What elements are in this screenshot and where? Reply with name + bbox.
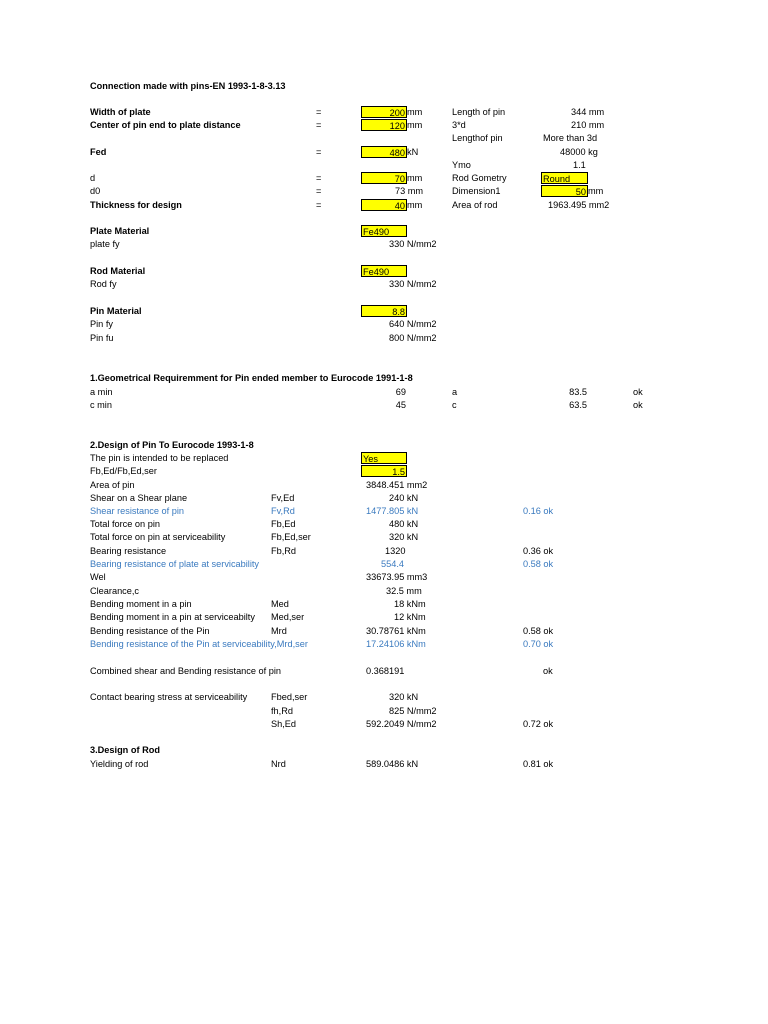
pin-fy-label: Pin fy — [90, 319, 113, 329]
plate-fy-value: 330 N/mm2 — [389, 239, 437, 249]
replace-input[interactable]: Yes — [361, 452, 407, 464]
calc-row-label: Total force on pin — [90, 519, 160, 529]
calc-row-label: Bearing resistance — [90, 546, 167, 556]
section2-heading: 2.Design of Pin To Eurocode 1993-1-8 — [90, 440, 254, 450]
input-label-center-distance: Center of pin end to plate distance — [90, 120, 241, 130]
a-symbol: a — [452, 387, 458, 397]
pin-fy-value: 640 N/mm2 — [389, 319, 437, 329]
calc-row-symbol: Med,ser — [271, 612, 305, 622]
calc-row-value: 30.78761 kNm — [366, 626, 426, 636]
input-unit: mm — [407, 120, 423, 130]
calc-row-symbol: Fv,Rd — [271, 506, 295, 516]
contact-value: 592.2049 N/mm2 — [366, 719, 437, 729]
rod-fy-value: 330 N/mm2 — [389, 279, 437, 289]
contact-value: 825 N/mm2 — [389, 706, 437, 716]
input-label-width-of-plate: Width of plate — [90, 107, 151, 117]
pin-material-label: Pin Material — [90, 306, 142, 316]
contact-value: 320 kN — [389, 692, 419, 702]
param-value: 210 mm — [571, 120, 605, 130]
calc-row-value: 240 kN — [389, 493, 419, 503]
param-label: Lengthof pin — [452, 133, 503, 143]
contact-check: 0.72 ok — [523, 719, 554, 729]
replace-label: The pin is intended to be replaced — [90, 453, 229, 463]
d-input[interactable]: 70 — [361, 172, 407, 184]
param-label: Rod Gometry — [452, 173, 507, 183]
calc-row-symbol: Fb,Ed,ser — [271, 532, 311, 542]
rod-geometry-input[interactable]: Round — [541, 172, 588, 184]
input-eq: = — [316, 107, 322, 117]
contact-symbol: Fbed,ser — [271, 692, 308, 702]
calc-row-symbol: Fv,Ed — [271, 493, 295, 503]
input-eq: = — [316, 186, 322, 196]
param-label: Ymo — [452, 160, 471, 170]
param-value: 1963.495 mm2 — [548, 200, 610, 210]
input-unit: mm — [407, 173, 423, 183]
contact-label: Contact bearing stress at serviceability — [90, 692, 248, 702]
calc-row-value: 17.24106 kNm — [366, 639, 426, 649]
combined-value: 0.368191 — [366, 666, 405, 676]
rod-material-label: Rod Material — [90, 266, 146, 276]
input-unit: mm — [407, 107, 423, 117]
plate-material-input[interactable]: Fe490 — [361, 225, 407, 237]
calc-row-label: Shear on a Shear plane — [90, 493, 188, 503]
width-of-plate-input[interactable]: 200 — [361, 106, 407, 118]
input-eq: = — [316, 173, 322, 183]
calc-row-check: 0.70 ok — [523, 639, 554, 649]
calc-row-label: Area of pin — [90, 480, 135, 490]
a-min-value: 69 — [395, 387, 406, 397]
yielding-label: Yielding of rod — [90, 759, 149, 769]
input-unit: kN — [407, 147, 419, 157]
input-label-d: d — [90, 173, 96, 183]
a-value: 83.5 — [569, 387, 587, 397]
ratio-input[interactable]: 1.5 — [361, 465, 407, 477]
calc-row-symbol: Med — [271, 599, 289, 609]
calc-row-check: 0.58 ok — [523, 626, 554, 636]
pin-fu-value: 800 N/mm2 — [389, 333, 437, 343]
param-label: Length of pin — [452, 107, 506, 117]
c-value: 63.5 — [569, 400, 587, 410]
param-value: 344 mm — [571, 107, 605, 117]
param-label: Dimension1 — [452, 186, 501, 196]
calc-row-label: Bearing resistance of plate at servicability — [90, 559, 260, 569]
input-eq: = — [316, 200, 322, 210]
ratio-label: Fb,Ed/Fb,Ed,ser — [90, 466, 157, 476]
yielding-value: 589.0486 kN — [366, 759, 419, 769]
c-symbol: c — [452, 400, 457, 410]
calc-row-symbol: Mrd — [271, 626, 287, 636]
input-eq: = — [316, 120, 322, 130]
c-min-value: 45 — [395, 400, 406, 410]
input-label-thickness: Thickness for design — [90, 200, 182, 210]
c-check: ok — [633, 400, 643, 410]
thickness-input[interactable]: 40 — [361, 199, 407, 211]
calc-row-value: 320 kN — [389, 532, 419, 542]
pin-fu-label: Pin fu — [90, 333, 114, 343]
param-value: 1.1 — [573, 160, 586, 170]
fed-input[interactable]: 480 — [361, 146, 407, 158]
yielding-check: 0.81 ok — [523, 759, 554, 769]
pin-material-input[interactable]: 8.8 — [361, 305, 407, 317]
param-unit: mm — [588, 186, 604, 196]
param-label: Area of rod — [452, 200, 498, 210]
calc-row-label: Wel — [90, 572, 106, 582]
calc-row-value: 3848.451 mm2 — [366, 480, 428, 490]
d0-value: 73 mm — [395, 186, 424, 196]
combined-check: ok — [543, 666, 553, 676]
plate-material-label: Plate Material — [90, 226, 150, 236]
a-check: ok — [633, 387, 643, 397]
calc-row-value: 1477.805 kN — [366, 506, 419, 516]
combined-label: Combined shear and Bending resistance of pin — [90, 666, 282, 676]
yielding-symbol: Nrd — [271, 759, 286, 769]
rod-fy-label: Rod fy — [90, 279, 117, 289]
calc-row-value: 554.4 — [381, 559, 404, 569]
input-unit: mm — [407, 200, 423, 210]
input-label-d0: d0 — [90, 186, 101, 196]
rod-material-input[interactable]: Fe490 — [361, 265, 407, 277]
calc-row-value: 33673.95 mm3 — [366, 572, 428, 582]
calc-row-label: Bending moment in a pin — [90, 599, 192, 609]
calc-row-value: 32.5 mm — [386, 586, 422, 596]
contact-symbol: Sh,Ed — [271, 719, 297, 729]
section1-heading: 1.Geometrical Requiremment for Pin ended member to Eurocode 1991-1-8 — [90, 373, 413, 383]
calc-row-label: Clearance,c — [90, 586, 140, 596]
calc-row-value: 480 kN — [389, 519, 419, 529]
plate-fy-label: plate fy — [90, 239, 120, 249]
calc-row-value: 12 kNm — [394, 612, 426, 622]
calc-row-symbol: Fb,Ed — [271, 519, 296, 529]
contact-symbol: fh,Rd — [271, 706, 293, 716]
a-min-label: a min — [90, 387, 113, 397]
calc-row-value: 1320 — [385, 546, 406, 556]
calc-row-symbol: Fb,Rd — [271, 546, 297, 556]
calc-row-label: Total force on pin at serviceability — [90, 532, 226, 542]
input-eq: = — [316, 147, 322, 157]
calc-row-label: Bending resistance of the Pin — [90, 626, 210, 636]
dimension1-input[interactable]: 50 — [541, 185, 588, 197]
param-value: 48000 kg — [560, 147, 598, 157]
calc-row-label: Bending moment in a pin at serviceabilty — [90, 612, 255, 622]
param-label: 3*d — [452, 120, 466, 130]
sheet-title: Connection made with pins-EN 1993-1-8-3.13 — [90, 81, 286, 91]
input-label-fed: Fed — [90, 147, 107, 157]
calc-row-check: 0.36 ok — [523, 546, 554, 556]
param-value: More than 3d — [543, 133, 598, 143]
calc-row-value: 18 kNm — [394, 599, 426, 609]
calc-row-label: Shear resistance of pin — [90, 506, 184, 516]
calc-row-check: 0.58 ok — [523, 559, 554, 569]
calc-row-check: 0.16 ok — [523, 506, 554, 516]
section3-heading: 3.Design of Rod — [90, 745, 160, 755]
center-distance-input[interactable]: 120 — [361, 119, 407, 131]
calc-row-label: Bending resistance of the Pin at serviceability,Mrd,ser — [90, 639, 308, 649]
c-min-label: c min — [90, 400, 112, 410]
